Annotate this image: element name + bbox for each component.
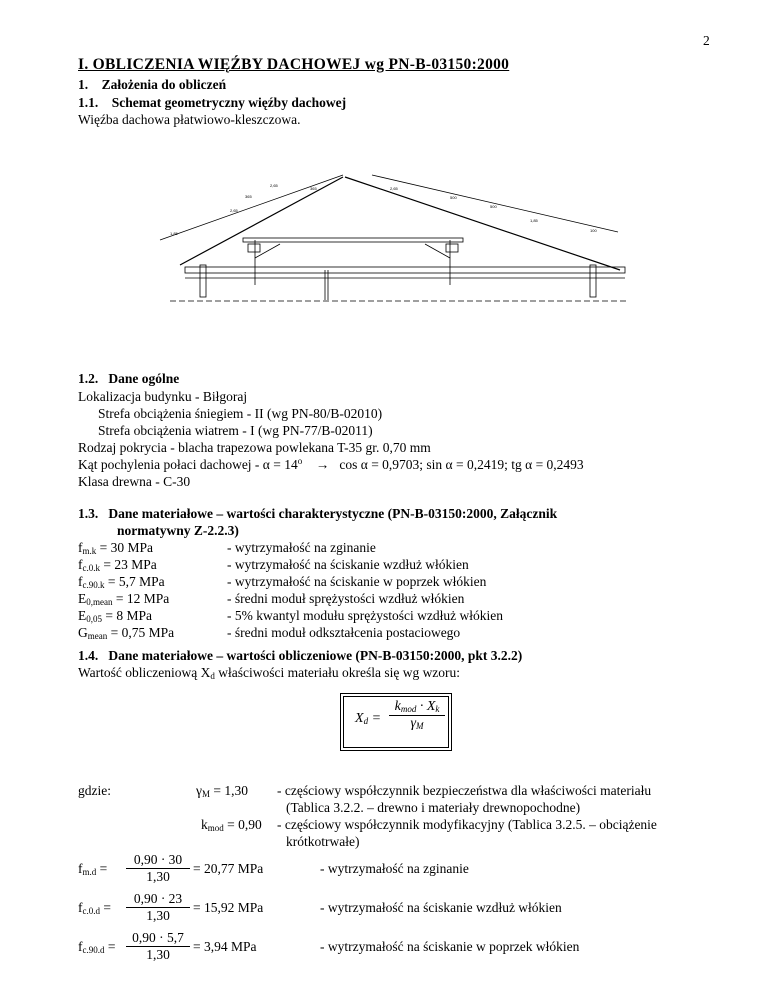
dim-label: 1,85 <box>530 218 538 223</box>
design-value-result: = 3,94 MPa <box>193 939 257 954</box>
purlin-left <box>248 244 260 252</box>
wall-left <box>200 265 206 297</box>
section-title: Schemat geometryczny więźby dachowej <box>111 95 347 110</box>
section-title: Dane ogólne <box>108 371 180 386</box>
section-1-heading <box>78 77 226 93</box>
dim-label: 500 <box>450 195 457 200</box>
gamma-m-desc-cont: (Tablica 3.2.2. – drewno i materiały drewnopochodne) <box>286 800 581 815</box>
section-title: Dane materiałowe – wartości obliczeniowe (PN-B-03150:2000, pkt 3.2.2) <box>108 648 523 663</box>
design-value-desc: - wytrzymałość na ściskanie wzdłuż włókien <box>320 900 562 915</box>
truss-type-text: Więźba dachowa płatwiowo-kleszczowa. <box>78 112 301 127</box>
rafter-left <box>180 177 343 265</box>
material-property-desc: - wytrzymałość na zginanie <box>227 540 376 555</box>
dim-label: 100 <box>590 228 597 233</box>
design-value-fraction: 0,90 · 30 1,30 <box>126 852 190 885</box>
material-property-value: $E_{0,mean} = 12$ MPa <box>78 591 170 607</box>
design-value-symbol: $f_{c.90.d}$ = <box>78 939 116 955</box>
section-1-1-heading <box>78 95 346 111</box>
section-title: Dane materiałowe – wartości charakterystyczne (PN-B-03150:2000, Załącznik <box>108 506 558 521</box>
dim-label: 2,65 <box>390 186 398 191</box>
wood-class-text: Klasa drewna - C-30 <box>78 474 191 489</box>
section-number: 1.3. <box>78 506 99 521</box>
roof-angle-text: Kąt pochylenia połaci dachowej - $\alpha = 14^o$ → cos α = 0,9703; sin α = 0,2419; tg α = 0,2493 <box>78 456 584 472</box>
formula-intro: Wartość obliczeniową $X_d$ właściwości materiału określa się wg wzoru: <box>78 665 461 681</box>
location-text: Lokalizacja budynku - Biłgoraj <box>78 389 248 404</box>
design-value-result: = 15,92 MPa <box>193 900 264 915</box>
section-title: Założenia do obliczeń <box>101 77 227 92</box>
material-property-value: $f_{c.0.k} = 23$ MPa <box>78 557 157 573</box>
design-value-formula <box>340 693 452 751</box>
section-1-3-heading-cont: normatywny Z-2.2.3) <box>117 523 239 538</box>
gamma-m-value: $\gamma_M = 1,30$ <box>196 783 248 799</box>
material-property-desc: - średni moduł odkształcenia postaciowego <box>227 625 461 640</box>
snow-zone-text: Strefa obciążenia śniegiem - II (wg PN-80/B-02010) <box>98 406 383 421</box>
formula-lhs: $X_d$ = <box>355 711 382 726</box>
material-property-value: $E_{0,05} = 8$ MPa <box>78 608 152 624</box>
design-value-desc: - wytrzymałość na zginanie <box>320 861 469 876</box>
design-value-fraction: 0,90 · 23 1,30 <box>126 891 190 924</box>
roofing-text: Rodzaj pokrycia - blacha trapezowa powlekana T-35 gr. 0,70 mm <box>78 440 431 455</box>
material-property-value: $f_{c.90.k} = 5,7$ MPa <box>78 574 165 590</box>
roof-truss-diagram <box>150 170 630 310</box>
wall-right <box>590 265 596 297</box>
collar-tie <box>243 238 463 242</box>
where-label: gdzie: <box>78 783 111 798</box>
formula-fraction: $k_{mod} \cdot X_k$ $\gamma_M$ <box>389 699 445 732</box>
section-1-4-heading <box>78 648 522 664</box>
kmod-value: $k_{mod} = 0,90$ <box>201 817 262 833</box>
design-value-symbol: $f_{m.d}$ = <box>78 861 108 877</box>
kmod-desc-cont: krótkotrwałe) <box>286 834 360 849</box>
design-value-result: = 20,77 MPa <box>193 861 264 876</box>
dim-label: 365 <box>310 186 317 191</box>
dim-label: 1,85 <box>170 231 178 236</box>
material-property-desc: - wytrzymałość na ściskanie w poprzek włókien <box>227 574 487 589</box>
section-1-2-heading <box>78 371 179 387</box>
dim-label: 500 <box>490 204 497 209</box>
section-1-3-heading <box>78 506 557 522</box>
brace <box>255 244 280 258</box>
gamma-m-desc: - częściowy współczynnik bezpieczeństwa dla właściwości materiału <box>277 783 652 798</box>
wind-zone-text: Strefa obciążenia wiatrem - I (wg PN-77/B-02011) <box>98 423 373 438</box>
rafter-right <box>345 177 620 270</box>
design-value-desc: - wytrzymałość na ściskanie w poprzek włókien <box>320 939 580 954</box>
design-value-symbol: $f_{c.0.d}$ = <box>78 900 111 916</box>
material-property-desc: - średni moduł sprężystości wzdłuż włókien <box>227 591 465 606</box>
ceiling-beam <box>185 267 625 273</box>
section-number: 1.1. <box>78 95 99 110</box>
arrow-icon: → <box>315 457 330 472</box>
material-property-desc: - 5% kwantyl modułu sprężystości wzdłuż włókien <box>227 608 503 623</box>
main-heading: I. OBLICZENIA WIĘŹBY DACHOWEJ wg PN-B-03150:2000 <box>78 56 510 73</box>
material-property-value: $G_{mean} = 0,75$ MPa <box>78 625 175 641</box>
dimension-line-left <box>160 175 343 240</box>
purlin-right <box>446 244 458 252</box>
section-number: 1. <box>78 77 89 92</box>
section-number: 1.4. <box>78 648 99 663</box>
kmod-desc: - częściowy współczynnik modyfikacyjny (Tablica 3.2.5. – obciążenie <box>277 817 657 832</box>
design-value-fraction: 0,90 · 5,7 1,30 <box>126 930 190 963</box>
page-number: 2 <box>703 33 710 48</box>
dim-label: 2,65 <box>270 183 278 188</box>
material-property-value: $f_{m.k} = 30$ MPa <box>78 540 154 556</box>
material-property-desc: - wytrzymałość na ściskanie wzdłuż włókien <box>227 557 469 572</box>
section-number: 1.2. <box>78 371 99 386</box>
dim-label: 365 <box>245 194 252 199</box>
dim-label: 2,65 <box>230 208 238 213</box>
